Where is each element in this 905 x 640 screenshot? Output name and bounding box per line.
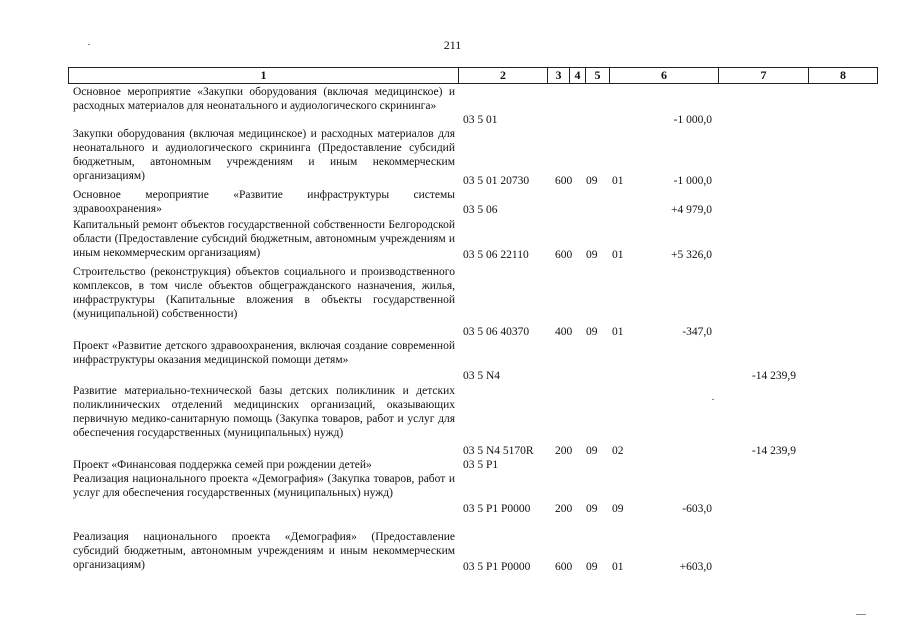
row-vr: 200 (555, 503, 573, 515)
row-description: Проект «Развитие детского здравоохранения, включая создание современной инфраструктуры оказания медицинской помощи детям» (73, 340, 455, 366)
row-vr: 600 (555, 561, 573, 573)
row-vr: 200 (555, 445, 573, 457)
row-description: Строительство (реконструкция) объектов социального и производственного комплексов, в том числе объектов общегражданского назначения, жилья, инфраструктуры (Капитальные вложения в объекты государственной (муниципальной) собственности) (73, 266, 455, 320)
row-code: 03 5 P1 (463, 459, 499, 471)
row-pr: 09 (612, 503, 624, 515)
row-description: Реализация национального проекта «Демография» (Закупка товаров, работ и услуг для обеспечения государственных (муниципальных) нужд) (73, 473, 455, 499)
scan-speck (856, 614, 866, 615)
page-number: 211 (443, 38, 462, 52)
row-code: 03 5 N4 (463, 370, 501, 382)
scan-speck (712, 399, 714, 400)
row-description: Реализация национального проекта «Демография» (Предоставление субсидий бюджетным, автономным учреждениям и иным некоммерческим организациям) (73, 531, 455, 571)
row-description: Развитие материально-технической базы детских поликлиник и детских поликлинических отделений медицинских организаций, оказывающих первичную медико-санитарную помощь (Закупка товаров, работ и услуг для обеспечения государственных (муниципальных) нужд) (73, 385, 455, 439)
row-code: 03 5 P1 P0000 (463, 561, 531, 573)
column-header-3: 3 (548, 68, 570, 83)
column-header-4: 4 (570, 68, 586, 83)
row-rz: 09 (586, 561, 598, 573)
row-description: Проект «Финансовая поддержка семей при рождении детей» (73, 459, 372, 471)
row-vr: 600 (555, 249, 573, 261)
table-header-row (68, 67, 878, 84)
row-description: Основное мероприятие «Развитие инфраструктуры системы здравоохранения» (73, 189, 455, 215)
column-header-8: 8 (840, 68, 846, 82)
row-amount-2: -14 239,9 (751, 445, 796, 457)
row-amount: -603,0 (682, 503, 712, 515)
column-header-7: 7 (719, 68, 809, 83)
row-description: Капитальный ремонт объектов государственной собственности Белгородской области (Предоставление субсидий бюджетным, автономным учреждениям и иным некоммерческим организациям) (73, 219, 455, 259)
row-code: 03 5 P1 P0000 (463, 503, 531, 515)
row-amount: +4 979,0 (671, 204, 712, 216)
row-rz: 09 (586, 249, 598, 261)
row-description: Закупки оборудования (включая медицинское) и расходных материалов для неонатального и аудиологического скрининга (Предоставление субсидий бюджетным, автономным учреждениям и иным некоммерческим организациям) (73, 128, 455, 182)
row-rz: 09 (586, 326, 598, 338)
row-amount: -347,0 (682, 326, 712, 338)
row-amount: -1 000,0 (673, 114, 712, 126)
row-pr: 01 (612, 249, 624, 261)
row-description: Основное мероприятие «Закупки оборудования (включая медицинское) и расходных материалов для неонатального и аудиологического скрининга» (73, 86, 455, 112)
row-pr: 01 (612, 561, 624, 573)
row-amount: +603,0 (679, 561, 712, 573)
row-rz: 09 (586, 175, 598, 187)
row-amount: -1 000,0 (673, 175, 712, 187)
row-amount: +5 326,0 (671, 249, 712, 261)
row-pr: 01 (612, 326, 624, 338)
scan-speck (88, 44, 90, 45)
row-code: 03 5 06 40370 (463, 326, 530, 338)
row-code: 03 5 01 20730 (463, 175, 530, 187)
column-header-5: 5 (586, 68, 610, 83)
row-code: 03 5 06 22110 (463, 249, 529, 261)
row-pr: 01 (612, 175, 624, 187)
row-vr: 600 (555, 175, 573, 187)
column-header-2: 2 (459, 68, 548, 83)
column-header-6: 6 (610, 68, 719, 83)
row-code: 03 5 N4 5170R (463, 445, 534, 457)
row-amount-2: -14 239,9 (751, 370, 796, 382)
column-header-1: 1 (69, 68, 459, 83)
row-rz: 09 (586, 445, 598, 457)
row-code: 03 5 01 (463, 114, 498, 126)
row-code: 03 5 06 (463, 204, 498, 216)
row-pr: 02 (612, 445, 624, 457)
row-rz: 09 (586, 503, 598, 515)
row-vr: 400 (555, 326, 573, 338)
